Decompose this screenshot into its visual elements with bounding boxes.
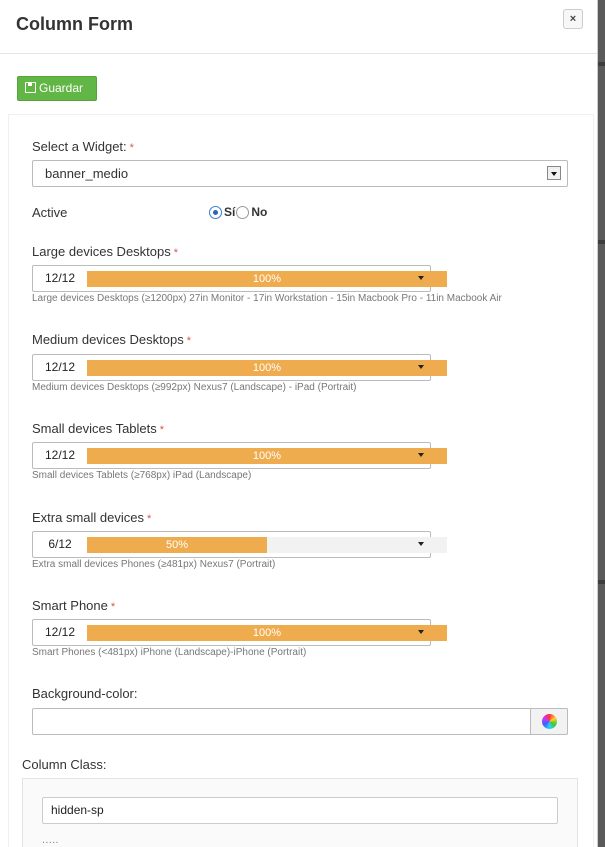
chevron-down-icon[interactable] (418, 453, 424, 457)
size-label (32, 598, 115, 613)
backdrop-edge (598, 0, 605, 847)
progress-fill: 100% (87, 271, 447, 287)
size-label-text: Extra small devices (32, 510, 144, 525)
required-marker: * (159, 424, 165, 436)
size-label (32, 244, 178, 259)
progress-fill: 100% (87, 625, 447, 641)
active-yes-label[interactable]: Sí (224, 205, 236, 219)
dropdown-arrow-icon[interactable] (547, 166, 561, 180)
progress-fill: 100% (87, 360, 447, 376)
size-select-extra-small[interactable] (32, 531, 431, 558)
save-button[interactable] (17, 76, 97, 101)
floppy-disk-icon (25, 82, 36, 93)
widget-select[interactable] (32, 160, 568, 187)
save-button-label: Guardar (39, 81, 84, 95)
color-picker-button[interactable] (530, 708, 568, 735)
size-help-text: Smart Phones (<481px) iPhone (Landscape)-iPhone (Portrait) (32, 647, 307, 658)
progress-track (87, 537, 447, 553)
size-label-text: Medium devices Desktops (32, 332, 184, 347)
backdrop-mark (598, 240, 605, 244)
size-select-large[interactable] (32, 265, 431, 292)
modal-header (0, 0, 597, 54)
background-color-input[interactable] (32, 708, 568, 735)
size-label (32, 510, 151, 525)
size-select-value: 6/12 (48, 537, 72, 551)
column-class-label: Column Class: (22, 757, 107, 772)
size-help-text: Small devices Tablets (≥768px) iPad (Landscape) (32, 470, 252, 481)
size-select-value: 12/12 (44, 360, 76, 374)
modal-title: Column Form (16, 14, 133, 34)
size-select-medium[interactable] (32, 354, 431, 381)
size-help-text: Extra small devices Phones (≥481px) Nexus7 (Portrait) (32, 559, 276, 570)
active-no-radio[interactable] (236, 206, 249, 219)
column-class-input[interactable]: hidden-sp (42, 797, 558, 824)
required-marker: * (129, 142, 134, 154)
size-select-small[interactable] (32, 442, 431, 469)
size-select-smart-phone[interactable] (32, 619, 431, 646)
widget-select-value: banner_medio (45, 166, 129, 181)
cut-off-text: ..... (42, 838, 59, 846)
size-select-value: 12/12 (44, 448, 76, 462)
progress-track (87, 271, 447, 287)
size-label-text: Smart Phone (32, 598, 108, 613)
size-select-value: 12/12 (44, 271, 76, 285)
progress-fill: 100% (87, 448, 447, 464)
size-select-value: 12/12 (44, 625, 76, 639)
required-marker: * (186, 335, 192, 347)
required-marker: * (173, 247, 179, 259)
size-label-text: Small devices Tablets (32, 421, 157, 436)
active-radio-group (209, 205, 267, 219)
size-help-text: Large devices Desktops (≥1200px) 27in Monitor - 17in Workstation - 15in Macbook Pro - 11in Macbook Air (32, 293, 502, 304)
widget-label-text: Select a Widget: (32, 139, 127, 154)
progress-track (87, 360, 447, 376)
size-help-text: Medium devices Desktops (≥992px) Nexus7 (Landscape) - iPad (Portrait) (32, 382, 357, 393)
progress-track (87, 448, 447, 464)
progress-track (87, 625, 447, 641)
size-label (32, 421, 164, 436)
widget-label (32, 139, 134, 154)
cut-off-help-text (42, 838, 462, 847)
size-label-text: Large devices Desktops (32, 244, 171, 259)
chevron-down-icon[interactable] (418, 542, 424, 546)
progress-fill: 50% (87, 537, 267, 553)
required-marker: * (110, 601, 116, 613)
background-color-label: Background-color: (32, 686, 138, 701)
active-no-label[interactable]: No (251, 205, 268, 219)
size-label (32, 332, 191, 347)
close-button[interactable]: × (563, 9, 583, 29)
active-label: Active (32, 205, 68, 220)
chevron-down-icon[interactable] (418, 365, 424, 369)
color-wheel-icon (542, 714, 557, 729)
required-marker: * (146, 513, 152, 525)
chevron-down-icon[interactable] (418, 276, 424, 280)
active-yes-radio[interactable] (209, 206, 222, 219)
chevron-down-icon[interactable] (418, 630, 424, 634)
backdrop-mark (598, 62, 605, 66)
backdrop-mark (598, 580, 605, 584)
